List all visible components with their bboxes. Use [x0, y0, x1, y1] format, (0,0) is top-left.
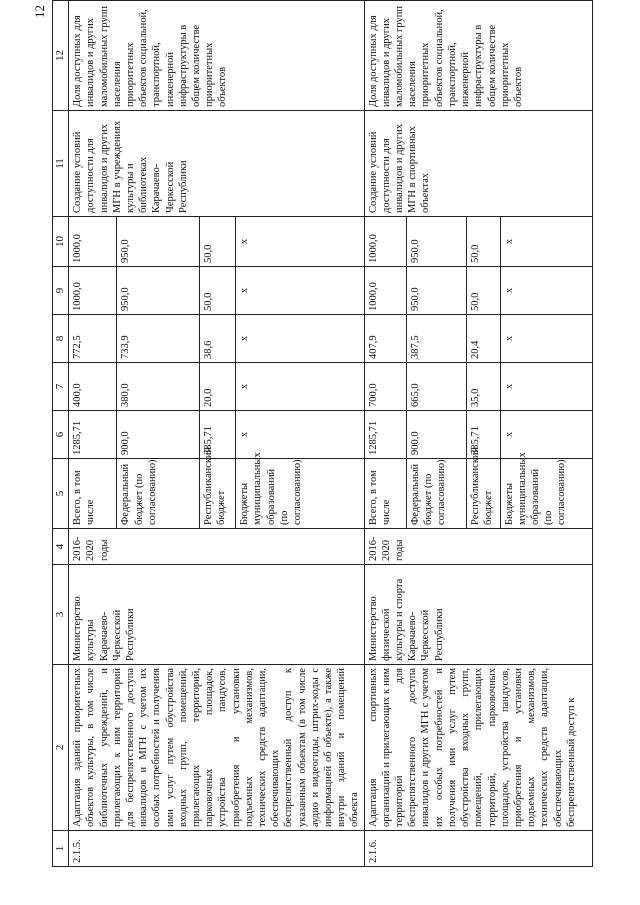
rotated-page-content	[30, 1, 628, 867]
funding-value: x	[236, 411, 365, 459]
funding-value: 1000,0	[364, 267, 406, 315]
funding-source: Республиканский бюджет	[200, 459, 236, 529]
measure-text: Адаптация зданий приоритетных объектов культуры, в том числе библиотечных учреждений, и прилегающих к ним территорий для беспрепятственного доступа инвалидов и МГН с учетом их особых потребностей и получения ими услуг путем обустройства входных групп, помещений, прилегающих территорий, парковочных площадок, устройства пандусов, приобретения и установки подъемных механизмов, технических средств адаптации, обеспечивающих беспрепятственный доступ к указанным объектам (в том числе аудио и видеогиды, штрих-коды с информацией об объекте), а также внутри зданий и помещений объекта	[69, 665, 364, 831]
funding-source: Федеральный бюджет (по согласованию)	[406, 459, 466, 529]
funding-source: Бюджеты муниципальных образований (по согласованию)	[500, 459, 592, 529]
measures-table	[52, 0, 593, 867]
funding-value: x	[500, 267, 592, 315]
header-cell: 6	[53, 411, 69, 459]
table-row	[364, 1, 406, 867]
funding-value: 700,0	[364, 363, 406, 411]
page-number: 12	[32, 5, 47, 18]
indicator-text: Доля доступных для инвалидов и других маломобильных групп населения приоритетных объектов социальной, транспортной, инженерной инфраструктуры в общем количестве приоритетных объектов	[69, 1, 364, 111]
period-text: 2016-2020 годы	[69, 529, 364, 565]
funding-value: 38,6	[200, 315, 236, 363]
funding-value: 50,0	[466, 217, 500, 267]
funding-value: 1285,71	[364, 411, 406, 459]
funding-value: 20,0	[200, 363, 236, 411]
funding-value: 385,71	[200, 411, 236, 459]
header-row	[53, 1, 69, 867]
funding-value: 1285,71	[69, 411, 117, 459]
header-cell: 12	[53, 1, 69, 111]
header-cell: 1	[53, 831, 69, 867]
funding-value: 1000,0	[69, 217, 117, 267]
funding-value: x	[236, 315, 365, 363]
header-cell: 7	[53, 363, 69, 411]
funding-value: 50,0	[466, 267, 500, 315]
funding-value: 900,0	[117, 411, 200, 459]
header-cell: 5	[53, 459, 69, 529]
table-row	[69, 1, 117, 867]
indicator-text: Доля доступных для инвалидов и других маломобильных групп населения приоритетных объектов социальной, транспортной, инженерной инфраструктуры в общем количестве приоритетных объектов	[364, 1, 592, 111]
funding-value: x	[236, 217, 365, 267]
period-text: 2016-2020 годы	[364, 529, 592, 565]
header-cell: 11	[53, 111, 69, 217]
funding-value: 733,9	[117, 315, 200, 363]
funding-value: 1000,0	[364, 217, 406, 267]
executor-text: Министерство культуры Карачаево-Черкесской Республики	[69, 565, 364, 665]
header-cell: 8	[53, 315, 69, 363]
funding-source: Республиканский бюджет	[466, 459, 500, 529]
funding-value: 407,9	[364, 315, 406, 363]
funding-value: 20,4	[466, 315, 500, 363]
funding-value: 385,71	[466, 411, 500, 459]
funding-source: Федеральный бюджет (по согласованию)	[117, 459, 200, 529]
header-cell: 10	[53, 217, 69, 267]
measure-text: Адаптация спортивных организаций и прилегающих к ним территорий для беспрепятственного доступа инвалидов и других МГН с учетом их особых потребностей и получения ими услуг путем обустройства входных групп, помещений, прилегающих территорий, парковочных площадок, устройства пандусов, приобретения и установки подъемных механизмов, технических средств адаптации, обеспечивающих беспрепятственный доступ к	[364, 665, 592, 831]
funding-value: 50,0	[200, 267, 236, 315]
result-text: Создание условий доступности для инвалидов и других МГН в спортивных объектах	[364, 111, 592, 217]
header-cell: 4	[53, 529, 69, 565]
funding-value: x	[500, 315, 592, 363]
funding-value: x	[236, 363, 365, 411]
funding-value: 400,0	[69, 363, 117, 411]
funding-value: 900,0	[406, 411, 466, 459]
header-cell: 9	[53, 267, 69, 315]
funding-value: x	[500, 411, 592, 459]
funding-value: 35,0	[466, 363, 500, 411]
funding-value: x	[500, 217, 592, 267]
funding-source: Всего, в том числе	[69, 459, 117, 529]
funding-value: 380,0	[117, 363, 200, 411]
funding-source: Бюджеты муниципальных образований (по согласованию)	[236, 459, 365, 529]
funding-value: 950,0	[117, 267, 200, 315]
funding-value: 50,0	[200, 217, 236, 267]
header-cell: 2	[53, 665, 69, 831]
funding-value: 1000,0	[69, 267, 117, 315]
funding-value: 950,0	[406, 267, 466, 315]
funding-value: 950,0	[117, 217, 200, 267]
funding-value: 387,5	[406, 315, 466, 363]
executor-text: Министерство физической культуры и спорта Карачаево-Черкесской Республики	[364, 565, 592, 665]
row-number: 2.1.6.	[364, 831, 592, 867]
result-text: Создание условий доступности для инвалидов и других МГН в учреждениях культуры и библиотеках Карачаево-Черкесской Республики	[69, 111, 364, 217]
funding-source: Всего, в том числе	[364, 459, 406, 529]
funding-value: 950,0	[406, 217, 466, 267]
funding-value: x	[236, 267, 365, 315]
funding-value: 665,0	[406, 363, 466, 411]
funding-value: 772,5	[69, 315, 117, 363]
header-cell: 3	[53, 565, 69, 665]
funding-value: x	[500, 363, 592, 411]
row-number: 2.1.5.	[69, 831, 364, 867]
table-body	[53, 1, 593, 867]
